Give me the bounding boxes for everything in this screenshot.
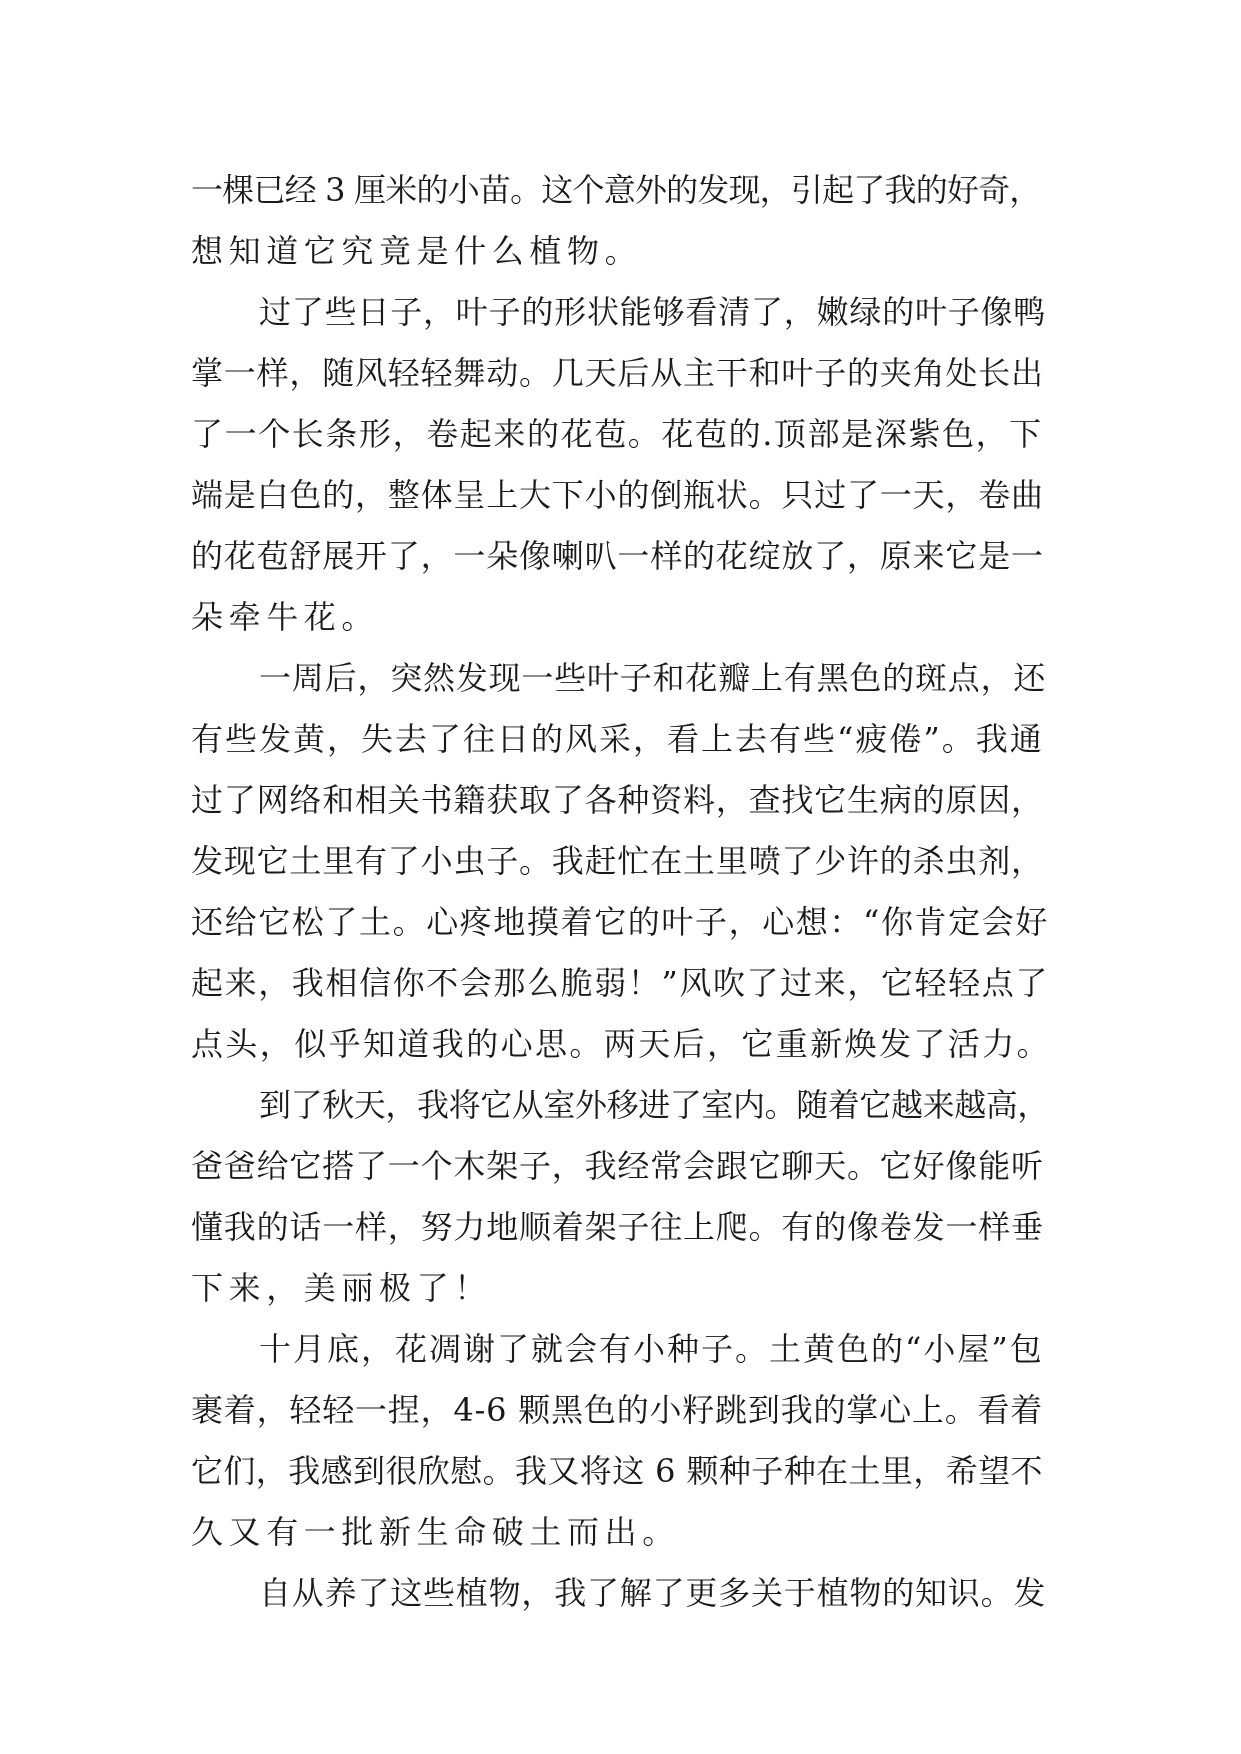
text-line [191,1075,1051,1136]
text-line: 懂我的话一样，努力地顺着架子往上爬。有的像卷发一样垂 [191,1208,1044,1246]
paragraph-5 [191,1319,1051,1563]
text-line: 它们，我感到很欣慰。我又将这 6 颗种子种在土里，希望不 [191,1452,1043,1490]
text-line: 久又有一批新生命破土而出。 [191,1513,680,1551]
text-line: 发现它土里有了小虫子。我赶忙在土里喷了少许的杀虫剂， [191,842,1044,880]
paragraph-2 [191,282,1051,648]
text-line-content: 到了秋天，我将它从室外移进了室内。随着它越来越高， [259,1086,1050,1124]
text-line: 掌一样，随风轻轻舞动。几天后从主干和叶子的夹角处长出 [191,354,1044,392]
text-line: 的花苞舒展开了，一朵像喇叭一样的花绽放了，原来它是一 [191,537,1044,575]
text-line: 过了网络和相关书籍获取了各种资料，查找它生病的原因， [191,781,1044,819]
paragraph-1 [191,160,1051,282]
text-line: 一棵已经 3 厘米的小苗。这个意外的发现，引起了我的好奇， [191,171,1041,209]
text-line: 起来，我相信你不会那么脆弱！”风吹了过来，它轻轻点了 [191,964,1049,1002]
text-line-content: 一周后，突然发现一些叶子和花瓣上有黑色的斑点，还 [259,659,1047,697]
document-body [191,160,1051,1624]
text-line: 朵牵牛花。 [191,598,380,636]
text-line: 有些发黄，失去了往日的风采，看上去有些“疲倦”。我通 [191,720,1044,758]
text-line-content: 自从养了这些植物，我了解了更多关于植物的知识。发 [259,1574,1047,1612]
paragraph-3 [191,648,1051,1075]
text-line-content: 过了些日子，叶子的形状能够看清了，嫩绿的叶子像鸭 [259,293,1047,331]
text-line: 裹着，轻轻一捏，4-6 颗黑色的小籽跳到我的掌心上。看着 [191,1391,1044,1429]
text-line-content: 十月底，花凋谢了就会有小种子。土黄色的“小屋”包 [259,1330,1044,1368]
text-line: 爸爸给它搭了一个木架子，我经常会跟它聊天。它好像能听 [191,1147,1044,1185]
text-line [191,282,1051,343]
text-line: 还给它松了土。心疼地摸着它的叶子，心想：“你肯定会好 [191,903,1049,941]
text-line: 想知道它究竟是什么植物。 [191,232,643,270]
text-line: 了一个长条形，卷起来的花苞。花苞的.顶部是深紫色，下 [191,415,1043,453]
text-line [191,1563,1051,1624]
paragraph-4 [191,1075,1051,1319]
text-line: 点头，似乎知道我的心思。两天后，它重新焕发了活力。 [191,1025,1052,1063]
text-line [191,1319,1051,1380]
paragraph-6 [191,1563,1051,1624]
text-line: 端是白色的，整体呈上大下小的倒瓶状。只过了一天，卷曲 [191,476,1044,514]
text-line [191,648,1051,709]
text-line: 下来，美丽极了！ [191,1269,492,1307]
